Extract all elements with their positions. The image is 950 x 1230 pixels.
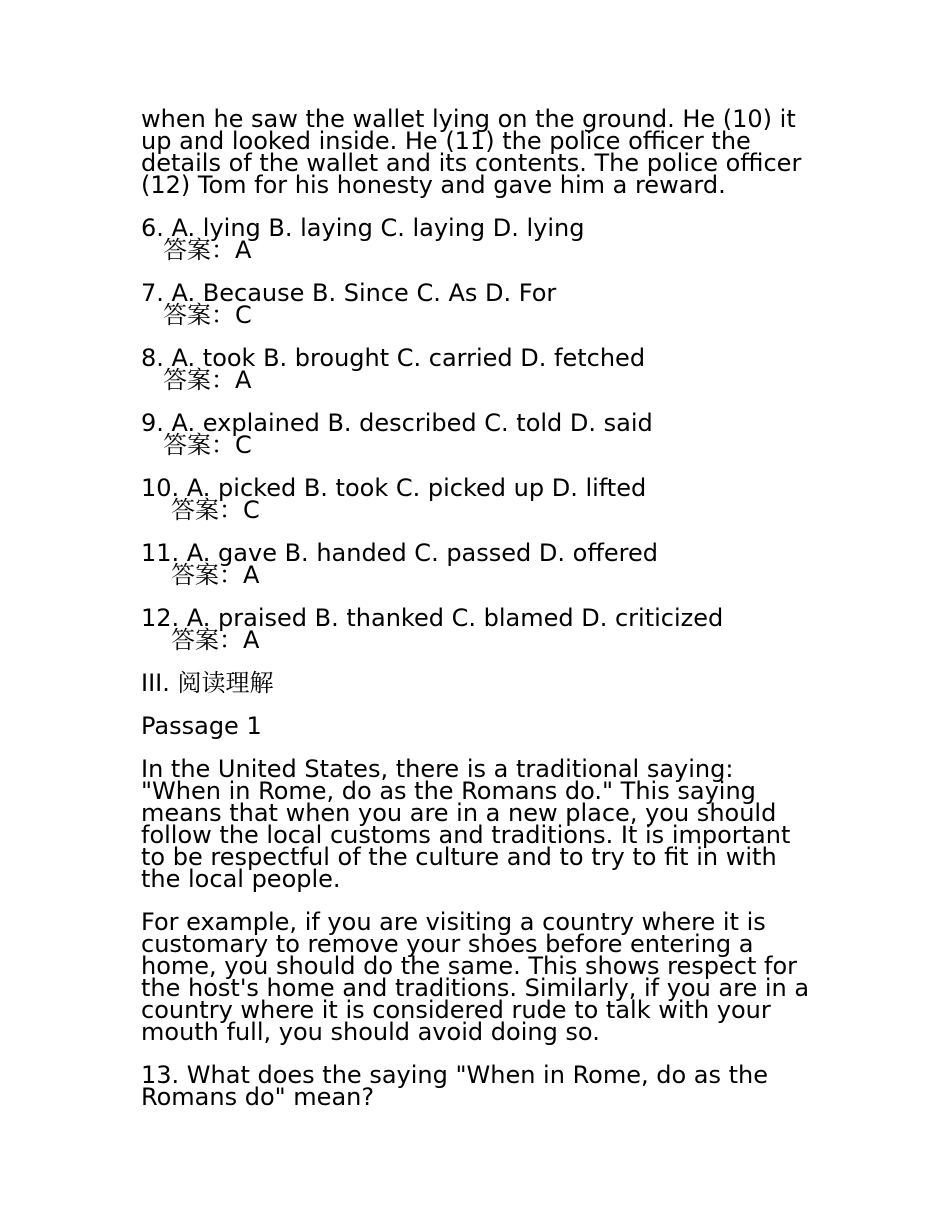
cloze-question-9 bbox=[141, 409, 821, 459]
question-text: 7. A. Because B. Since C. As D. For bbox=[141, 279, 557, 307]
cloze-question-6 bbox=[141, 214, 821, 264]
cloze-question-8 bbox=[141, 344, 821, 394]
section-heading: III. 阅读理解 bbox=[141, 669, 274, 697]
cloze-question-11 bbox=[141, 539, 821, 589]
passage-paragraph-2: For example, if you are visiting a country where it is customary to remove your shoes before entering a home, you should do the same. This shows respect for the host's home and traditions. Similarly, if you are in a country where it is considered rude to talk with your mouth full, you should avoid doing so. bbox=[141, 908, 810, 1046]
document-page bbox=[141, 105, 821, 1129]
reading-question-13: 13. What does the saying "When in Rome, do as the Romans do" mean? bbox=[141, 1061, 769, 1111]
question-text: 8. A. took B. brought C. carried D. fetched bbox=[141, 344, 646, 372]
cloze-question-12 bbox=[141, 604, 821, 654]
answer-text: 答案：C bbox=[163, 431, 252, 459]
answer-text: 答案：A bbox=[171, 626, 260, 654]
intro-paragraph: when he saw the wallet lying on the ground. He (10) it up and looked inside. He (11) the police officer the details of the wallet and its contents. The police officer (12) Tom for his honesty and gave him a reward. bbox=[141, 105, 802, 199]
passage-title: Passage 1 bbox=[141, 712, 262, 740]
answer-text: 答案：A bbox=[163, 236, 252, 264]
cloze-question-10 bbox=[141, 474, 821, 524]
answer-text: 答案：A bbox=[171, 561, 260, 589]
question-text: 12. A. praised B. thanked C. blamed D. criticized bbox=[141, 604, 724, 632]
question-text: 9. A. explained B. described C. told D. said bbox=[141, 409, 653, 437]
answer-text: 答案：C bbox=[163, 301, 252, 329]
answer-text: 答案：C bbox=[171, 496, 260, 524]
question-text: 11. A. gave B. handed C. passed D. offered bbox=[141, 539, 658, 567]
question-text: 10. A. picked B. took C. picked up D. lifted bbox=[141, 474, 647, 502]
question-text: 6. A. lying B. laying C. laying D. lying bbox=[141, 214, 585, 242]
answer-text: 答案：A bbox=[163, 366, 252, 394]
passage-paragraph-1: In the United States, there is a traditional saying: "When in Rome, do as the Romans do." This saying means that when you are in a new place, you should follow the local customs and traditions. It is important to be respectful of the culture and to try to fit in with the local people. bbox=[141, 755, 791, 893]
cloze-question-7 bbox=[141, 279, 821, 329]
